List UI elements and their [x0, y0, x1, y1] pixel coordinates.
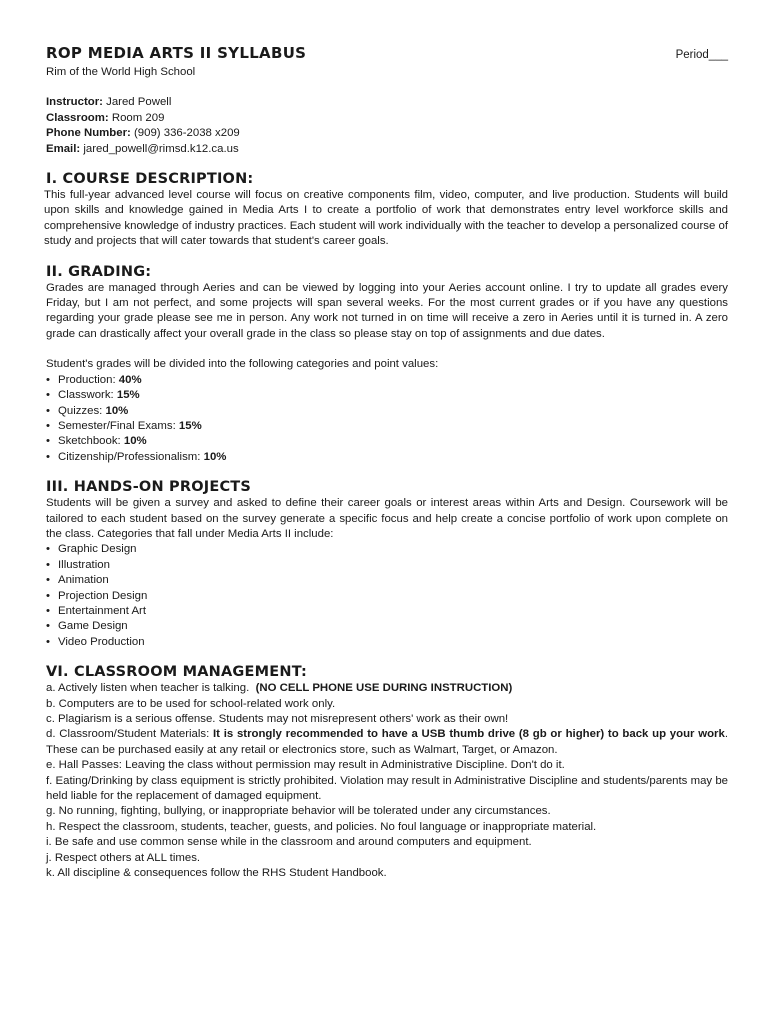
email-label: Email: — [46, 142, 81, 155]
category-name: Citizenship/Professionalism: — [58, 450, 201, 463]
rule-k: k. All discipline & consequences follow the RHS Student Handbook. — [46, 867, 387, 880]
instructor-value: Jared Powell — [106, 96, 172, 109]
rule-f: f. Eating/Drinking by class equipment is strictly prohibited. Violation may result in Administrative Discipline and students/parents may be held liable for the replacement of damaged equipment. — [46, 774, 728, 803]
rule-d-text: d. Classroom/Student Materials: — [46, 728, 213, 741]
rule-d — [46, 727, 728, 758]
grading-section — [46, 263, 728, 465]
grading-heading: II. GRADING: — [46, 263, 152, 280]
title-row — [46, 44, 728, 62]
syllabus-page — [46, 44, 728, 881]
classroom-value: Room 209 — [111, 111, 165, 124]
course-description-heading: I. COURSE DESCRIPTION: — [46, 171, 254, 188]
document-title: ROP MEDIA ARTS II SYLLABUS — [46, 44, 307, 62]
instructor-label: Instructor: — [46, 96, 103, 109]
list-item — [46, 388, 728, 403]
list-item: • Graphic Design — [46, 542, 728, 557]
list-item: • Video Production — [46, 635, 728, 650]
rule-d-tail: . These can be purchased easily at any retail or electronics store, such as Walmart, Target, or Amazon. — [46, 728, 728, 756]
rule-g: g. No running, fighting, bullying, or inappropriate behavior will be tolerated under any circumstances. — [46, 805, 551, 818]
category-value: 10% — [123, 435, 147, 448]
period-field: Period___ — [675, 49, 728, 61]
list-item — [46, 419, 728, 434]
rule-e: e. Hall Passes: Leaving the class without permission may result in Administrative Discipline. Don't do it. — [46, 759, 565, 772]
list-item — [46, 404, 728, 419]
rule-a-emphasis: (NO CELL PHONE USE DURING INSTRUCTION) — [255, 682, 513, 695]
list-item — [46, 450, 728, 465]
classroom-label: Classroom: — [46, 111, 109, 124]
list-item: • Entertainment Art — [46, 604, 728, 619]
rule-j: j. Respect others at ALL times. — [46, 851, 201, 864]
list-item: • Projection Design — [46, 589, 728, 604]
category-name: Production: — [58, 373, 116, 386]
category-name: Semester/Final Exams: — [58, 419, 176, 432]
grading-text: Grades are managed through Aeries and can be viewed by logging into your Aeries account online. I try to update all grades every Friday, but I am not perfect, and some projects will span several weeks. For the most current grades or if you have any questions regarding your grade please see me in person. Any work not turned in on time will receive a zero in Aeries until it is turned in. A zero grade can drastically affect your overall grade in the class so please stay on top of assignments and due dates. — [46, 281, 728, 340]
list-item: • Animation — [46, 573, 728, 588]
projects-heading: III. HANDS-ON PROJECTS — [46, 479, 252, 496]
list-item: • Illustration — [46, 558, 728, 573]
rule-i: i. Be safe and use common sense while in the classroom and around computers and equipment. — [46, 836, 532, 849]
list-item — [46, 373, 728, 388]
rule-b: b. Computers are to be used for school-related work only. — [46, 697, 336, 710]
category-value: 15% — [116, 389, 140, 402]
school-name: Rim of the World High School — [46, 66, 196, 78]
grade-categories-list — [46, 373, 728, 465]
classroom-management-heading: VI. CLASSROOM MANAGEMENT: — [46, 664, 307, 681]
rule-a — [46, 681, 728, 696]
rule-c: c. Plagiarism is a serious offense. Students may not misrepresent others' work as their own! — [46, 713, 509, 725]
category-value: 10% — [105, 404, 129, 417]
email-value: jared_powell@rimsd.k12.ca.us — [83, 142, 239, 155]
category-name: Classwork: — [58, 389, 114, 402]
classroom-management-section — [46, 663, 728, 881]
projects-list — [46, 542, 728, 650]
projects-section — [46, 478, 728, 650]
category-value: 40% — [118, 373, 142, 386]
category-name: Quizzes: — [58, 404, 103, 417]
course-description-text: This full-year advanced level course will focus on creative components film, video, computer, and live production. Students will build upon skills and knowledge gained in Media Arts I to create a portfolio of work that demonstrates entry level workforce skills and comprehensive knowledge of industry practices. Each student will work individually with the teacher to develop a personalized course of study and projects that will cater towards that student's career goals. — [44, 189, 728, 248]
phone-value: (909) 336-2038 x209 — [133, 127, 240, 140]
course-description-section — [46, 170, 728, 250]
instructor-info — [46, 95, 728, 157]
grading-intro: Student's grades will be divided into the following categories and point values: — [46, 358, 439, 371]
phone-line — [46, 126, 728, 141]
instructor-line — [46, 95, 728, 110]
category-value: 10% — [203, 450, 227, 463]
rule-a-text: a. Actively listen when teacher is talking. — [46, 682, 250, 695]
rule-d-emphasis: It is strongly recommended to have a USB thumb drive (8 gb or higher) to back up your work — [213, 728, 725, 741]
category-value: 15% — [178, 419, 202, 432]
rule-h: h. Respect the classroom, students, teacher, guests, and policies. No foul language or inappropriate material. — [46, 820, 597, 833]
email-line — [46, 142, 728, 157]
category-name: Sketchbook: — [58, 435, 121, 448]
classroom-line — [46, 111, 728, 126]
list-item — [46, 434, 728, 449]
list-item: • Game Design — [46, 619, 728, 634]
phone-label: Phone Number: — [46, 127, 131, 140]
projects-text: Students will be given a survey and asked to define their career goals or interest areas within Arts and Design. Coursework will be tailored to each student based on the survey generate a specific focus and help create a concise portfolio of work upon complete on the class. Categories that fall under Media Arts II include: — [46, 497, 728, 540]
